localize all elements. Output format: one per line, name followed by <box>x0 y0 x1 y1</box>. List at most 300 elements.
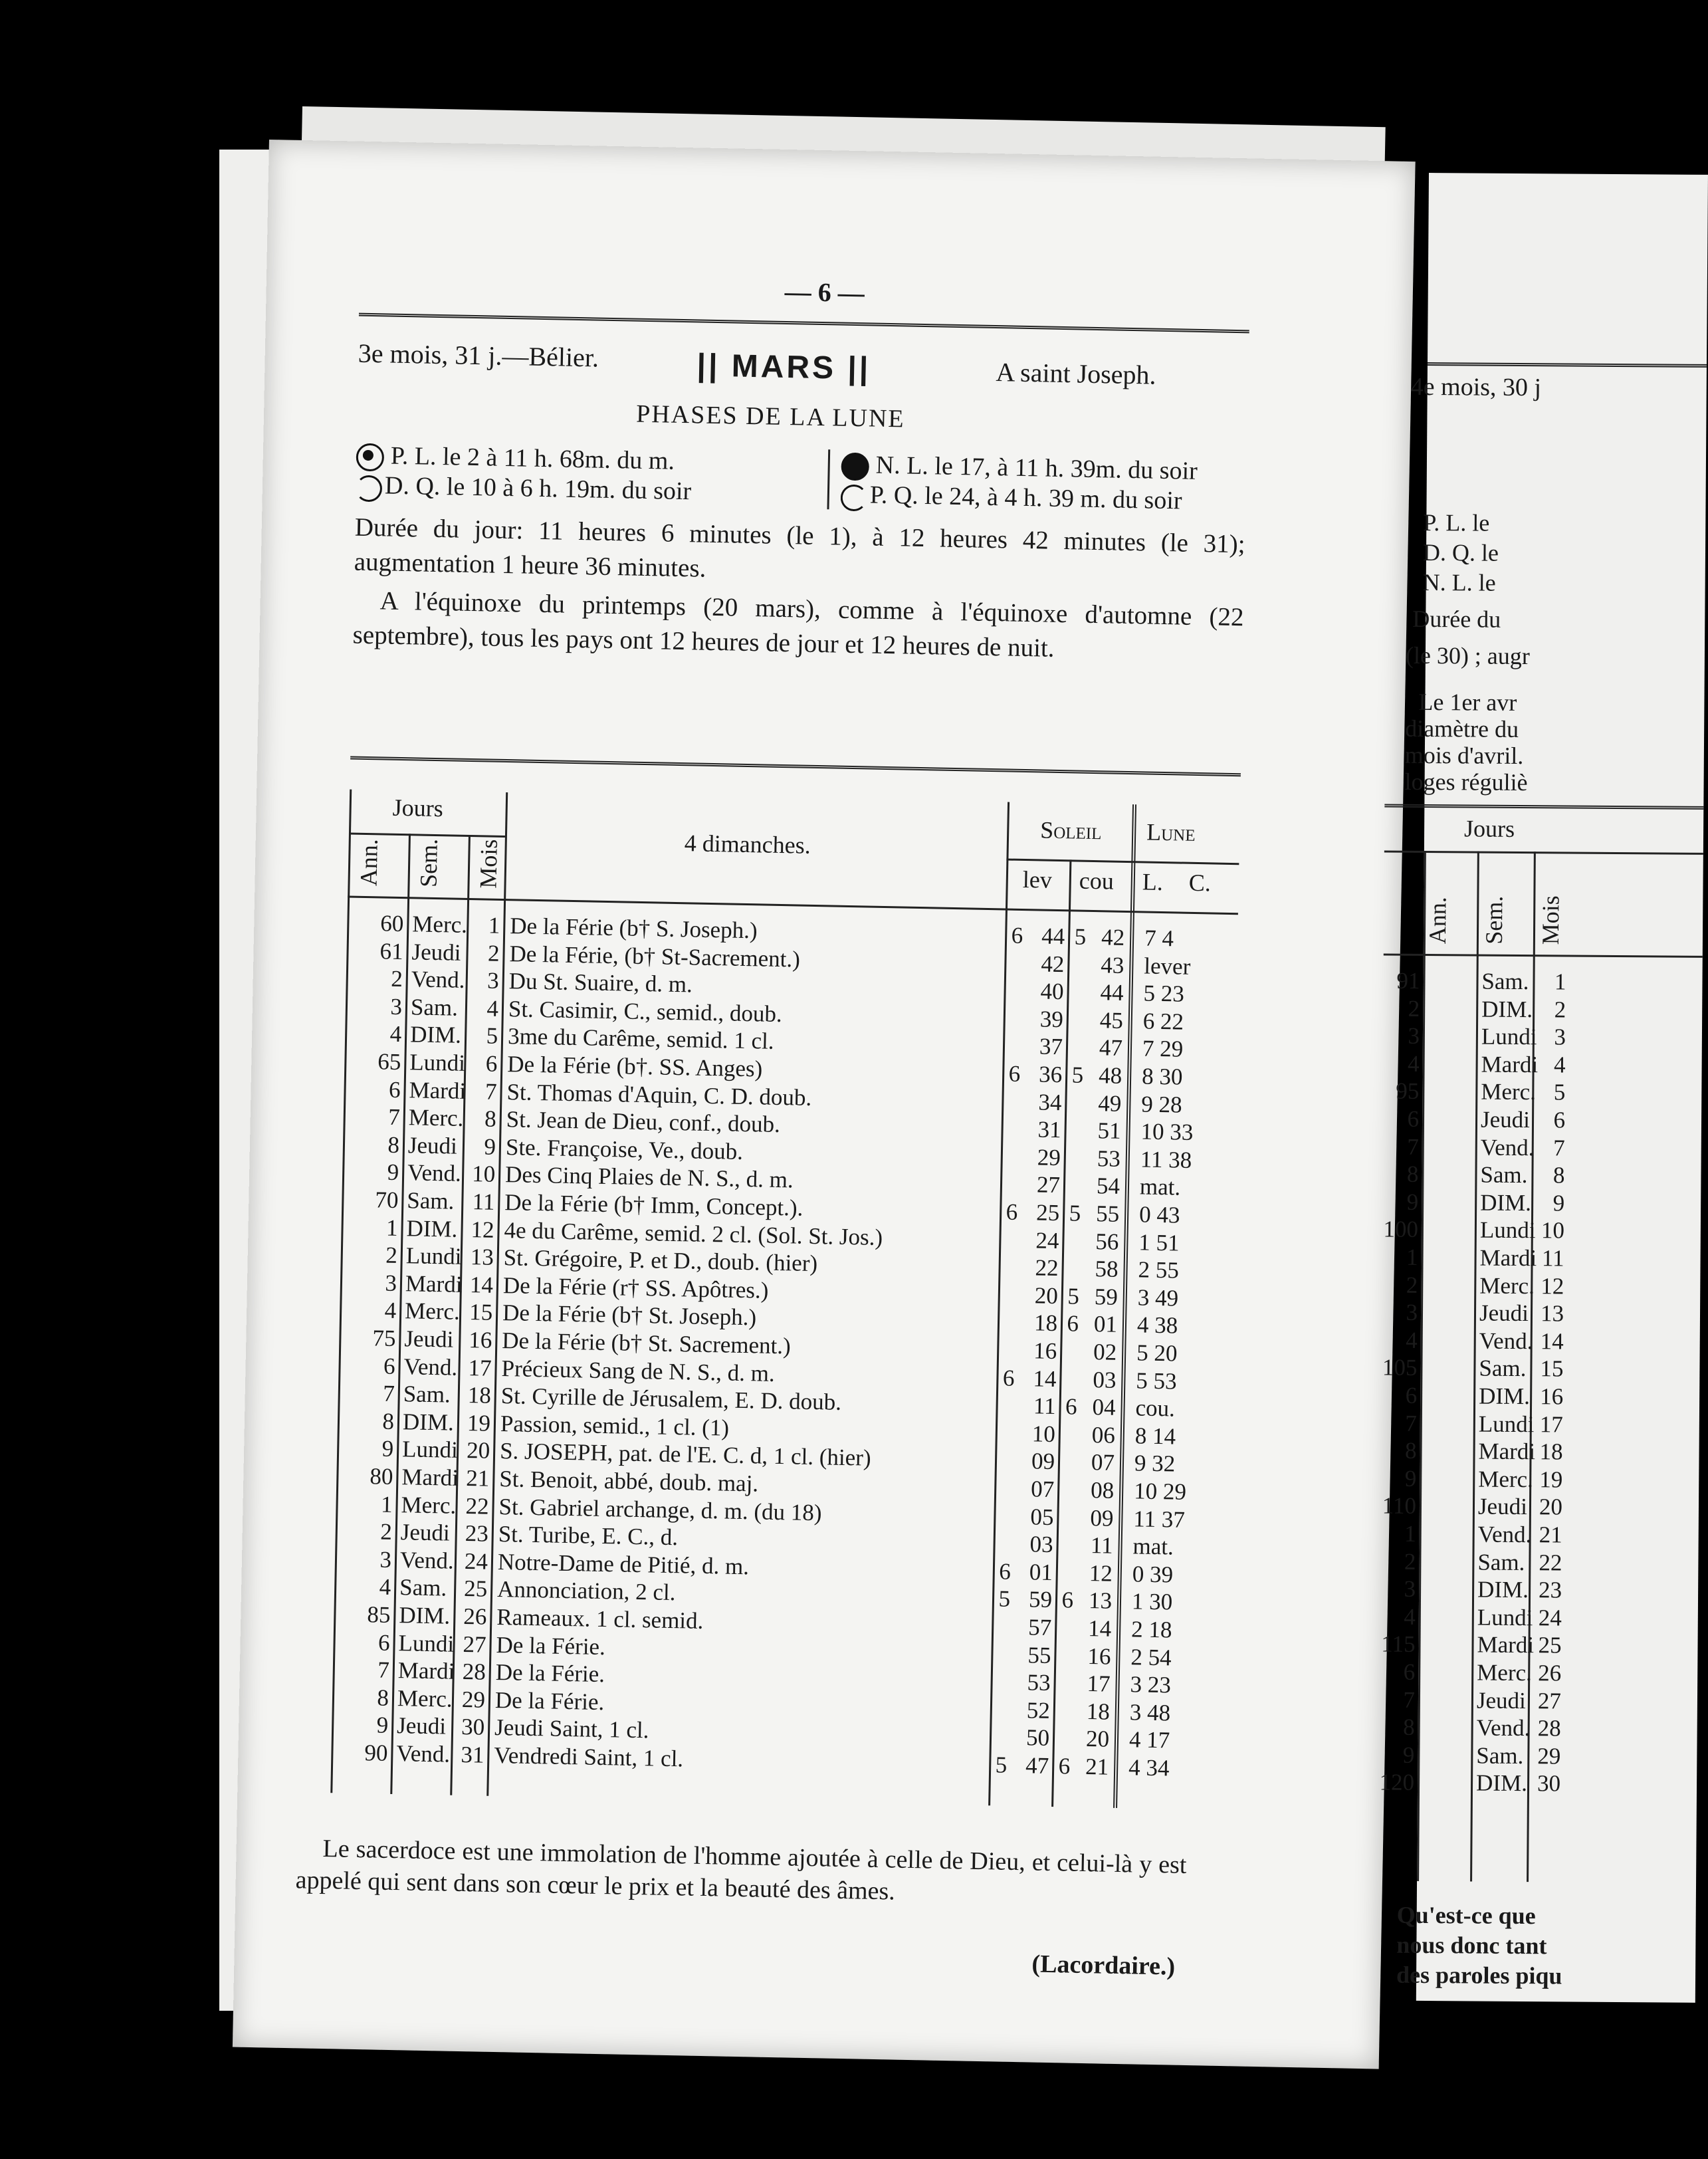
cell-lune: 5 53 <box>1136 1367 1178 1395</box>
right-q3: des paroles piqu <box>1396 1961 1562 1989</box>
header-sem: Sem. <box>415 838 443 888</box>
cell-mois: 10 <box>471 1161 496 1188</box>
right-table-row <box>1408 995 1702 1025</box>
cell-lev-m: 18 <box>1033 1309 1058 1337</box>
right-cell-mois: 8 <box>1552 1162 1565 1189</box>
cell-cou-m: 16 <box>1087 1643 1111 1670</box>
cell-lev-m: 03 <box>1029 1531 1054 1558</box>
right-cell-mois: 17 <box>1539 1411 1563 1438</box>
cell-fete: St. Benoit, abbé, doub. maj. <box>499 1466 759 1497</box>
cell-ann: 6 <box>383 1353 395 1379</box>
right-cell-mois: 26 <box>1538 1660 1562 1686</box>
first-quarter-line: P. Q. le 24, à 4 h. 39 m. du soir <box>840 480 1182 516</box>
cell-ann: 2 <box>390 965 403 992</box>
right-table-row <box>1402 1742 1697 1771</box>
right-cell-ann: 6 <box>1405 1382 1418 1409</box>
cell-fete: Jeudi Saint, 1 cl. <box>494 1714 649 1744</box>
right-cell-ann: 1 <box>1404 1520 1416 1547</box>
cell-mois: 30 <box>461 1714 485 1741</box>
cell-fete: De la Férie (b† St. Joseph.) <box>502 1300 757 1331</box>
cell-lune: 7 4 <box>1144 925 1174 952</box>
cell-lune: 10 29 <box>1133 1478 1187 1505</box>
cell-cou-m: 48 <box>1098 1062 1122 1089</box>
right-jours-rule <box>1384 851 1703 855</box>
header-mois: Mois <box>475 839 502 889</box>
cell-cou-m: 51 <box>1097 1117 1121 1145</box>
cell-ann: 7 <box>382 1380 395 1407</box>
header-cou: cou <box>1079 867 1115 895</box>
right-cell-ann: 100 <box>1383 1216 1419 1243</box>
cell-cou-m: 45 <box>1099 1007 1124 1034</box>
cell-mois: 27 <box>463 1631 486 1658</box>
cell-lev-h: 6 <box>998 1558 1012 1585</box>
right-le30: (le 30) ; augr <box>1405 641 1531 670</box>
cell-cou-m: 14 <box>1087 1615 1112 1642</box>
right-cell-ann: 6 <box>1407 1105 1420 1132</box>
cell-sem: DIM. <box>402 1409 455 1436</box>
cell-mois: 2 <box>487 940 500 966</box>
new-moon-icon <box>841 453 869 481</box>
right-cell-mois: 6 <box>1553 1107 1566 1133</box>
right-header-rule <box>1428 362 1707 368</box>
cell-fete: De la Férie, (b† St-Sacrement.) <box>509 940 801 972</box>
cell-fete: Des Cinq Plaies de N. S., d. m. <box>504 1161 794 1193</box>
last-quarter-icon <box>356 475 379 500</box>
right-p3: mois d'avril. <box>1404 741 1524 770</box>
calendar-page <box>233 140 1419 2069</box>
cell-mois: 13 <box>470 1244 494 1270</box>
cell-ann: 70 <box>375 1187 399 1214</box>
right-cell-sem: Vend. <box>1477 1521 1532 1548</box>
right-cell-sem: Jeudi <box>1476 1687 1526 1714</box>
right-table-row <box>1404 1603 1698 1633</box>
right-cell-mois: 3 <box>1554 1024 1566 1050</box>
cell-cou-m: 12 <box>1089 1559 1113 1587</box>
cell-fete: Passion, semid., 1 cl. (1) <box>500 1410 730 1441</box>
cell-cou-m: 18 <box>1086 1698 1111 1725</box>
right-cell-ann: 2 <box>1404 1548 1416 1575</box>
cell-lev-m: 44 <box>1041 923 1065 950</box>
cell-lune: 0 43 <box>1138 1201 1180 1228</box>
cell-sem: Mardi <box>401 1464 459 1491</box>
cell-sem: Vend. <box>399 1546 455 1574</box>
right-table-row <box>1406 1299 1700 1329</box>
right-cell-sem: Sam. <box>1480 1161 1528 1189</box>
right-cell-ann: 95 <box>1396 1078 1420 1105</box>
cell-sem: Vend. <box>396 1740 451 1767</box>
cell-ann: 6 <box>388 1076 401 1103</box>
cell-mois: 16 <box>469 1327 492 1353</box>
header-ann: Ann. <box>355 838 383 887</box>
right-cell-ann: 1 <box>1406 1244 1418 1270</box>
cell-cou-m: 17 <box>1087 1670 1111 1697</box>
right-table-row <box>1408 1050 1701 1080</box>
right-cell-ann: 2 <box>1408 995 1420 1022</box>
cell-lune: 0 39 <box>1132 1561 1174 1588</box>
right-p1: Le 1er avr <box>1418 688 1517 716</box>
right-cell-ann: 91 <box>1396 967 1420 994</box>
cell-ann: 4 <box>379 1573 391 1601</box>
right-cell-ann: 9 <box>1404 1465 1417 1492</box>
right-cell-sem: Mardi <box>1478 1438 1536 1465</box>
right-dq: D. Q. le <box>1422 538 1499 566</box>
right-cell-mois: 5 <box>1553 1079 1566 1105</box>
right-cell-sem: Sam. <box>1477 1549 1525 1575</box>
cell-lune: 6 22 <box>1142 1008 1184 1035</box>
right-cell-mois: 15 <box>1540 1355 1564 1382</box>
right-jours: Jours <box>1463 815 1515 842</box>
right-cell-sem: Vend. <box>1479 1327 1533 1354</box>
right-cell-ann: 9 <box>1406 1189 1419 1215</box>
cell-lev-m: 20 <box>1034 1282 1059 1309</box>
cell-mois: 20 <box>466 1437 490 1464</box>
cell-fete: De la Férie (b† S. Joseph.) <box>509 913 758 944</box>
cell-lev-m: 59 <box>1028 1586 1053 1613</box>
day-length-text: Durée du jour: 11 heures 6 minutes (le 1), à 12 heures 42 minutes (le 31); augmentation 1 heure 36 minutes. <box>354 512 1245 583</box>
right-mois: Mois <box>1537 895 1564 945</box>
header-l: L. <box>1142 868 1164 896</box>
header-lune: Lune <box>1146 818 1196 846</box>
cell-cou-m: 43 <box>1101 951 1124 978</box>
cell-ann: 9 <box>376 1712 389 1739</box>
header-lev: lev <box>1022 865 1053 893</box>
cell-sem: Sam. <box>407 1187 455 1214</box>
cell-sem: Merc. <box>404 1298 461 1325</box>
right-q2: nous donc tant <box>1396 1931 1547 1960</box>
cell-sem: Vend. <box>407 1159 462 1187</box>
cell-cou-m: 44 <box>1100 979 1124 1006</box>
right-table-row <box>1406 1161 1701 1191</box>
right-cell-mois: 28 <box>1537 1715 1561 1742</box>
cell-sem: Merc. <box>401 1491 457 1519</box>
jours-rule <box>349 832 505 838</box>
cell-lev-h: 6 <box>1008 1060 1021 1087</box>
first-quarter-icon <box>841 485 864 509</box>
right-cell-sem: Lundi <box>1478 1411 1535 1437</box>
cell-lev-m: 27 <box>1036 1171 1061 1198</box>
right-table-row <box>1408 1022 1702 1052</box>
right-cell-mois: 9 <box>1552 1190 1565 1216</box>
cell-lev-m: 52 <box>1026 1697 1051 1724</box>
right-cell-sem: Merc. <box>1479 1272 1535 1299</box>
cell-ann: 61 <box>379 938 403 965</box>
cell-lev-m: 37 <box>1039 1033 1063 1060</box>
cell-sem: Vend. <box>411 966 465 994</box>
cell-lev-m: 31 <box>1037 1116 1061 1143</box>
right-cell-sem: Merc. <box>1477 1659 1532 1686</box>
right-cell-sem: Mardi <box>1477 1631 1535 1658</box>
right-cell-sem: Mardi <box>1481 1051 1539 1078</box>
cell-fete: De la Férie (r† SS. Apôtres.) <box>502 1272 769 1304</box>
month-info: 3e mois, 31 j.—Bélier. <box>358 338 599 373</box>
cell-sem: Lundi <box>401 1436 459 1464</box>
cell-mois: 5 <box>486 1022 498 1050</box>
cell-fete: De la Férie (b† St. Sacrement.) <box>502 1327 792 1359</box>
cell-lune: 2 18 <box>1130 1616 1172 1643</box>
cell-fete: 3me du Carême, semid. 1 cl. <box>507 1023 774 1055</box>
cell-lev-h: 6 <box>1006 1198 1018 1225</box>
right-cell-mois: 7 <box>1553 1134 1565 1161</box>
cell-lune: 5 23 <box>1143 980 1185 1007</box>
right-cell-mois: 27 <box>1537 1687 1562 1714</box>
cell-ann: 90 <box>364 1740 388 1766</box>
cell-fete: De la Férie. <box>495 1659 605 1688</box>
cell-ann: 3 <box>390 993 403 1020</box>
header-jours: Jours <box>392 794 444 822</box>
cell-cou-m: 54 <box>1096 1173 1121 1200</box>
cell-mois: 12 <box>471 1216 494 1243</box>
cell-lev-m: 25 <box>1035 1199 1060 1226</box>
cell-lune: 1 30 <box>1131 1588 1173 1615</box>
right-cell-sem: DIM. <box>1479 1383 1531 1410</box>
month-title: || MARS || <box>696 348 871 387</box>
right-p2: diamètre du <box>1405 715 1519 742</box>
cell-lune: 9 28 <box>1141 1091 1183 1118</box>
cell-lune: 4 38 <box>1136 1311 1178 1339</box>
cell-lune: 3 48 <box>1129 1699 1171 1726</box>
cell-fete: De la Férie (b†. SS. Anges) <box>506 1051 763 1082</box>
cell-cou-m: 42 <box>1101 924 1125 951</box>
cell-fete: St. Thomas d'Aquin, C. D. doub. <box>506 1078 812 1111</box>
cell-cou-h: 6 <box>1065 1393 1078 1420</box>
right-table-row <box>1383 1216 1701 1246</box>
right-cell-sem: DIM. <box>1481 996 1533 1022</box>
cell-lev-m: 24 <box>1035 1227 1059 1254</box>
cell-fete: St. Gabriel archange, d. m. (du 18) <box>498 1493 822 1526</box>
cell-mois: 17 <box>468 1354 492 1381</box>
right-table-row <box>1396 967 1702 997</box>
right-cell-ann: 8 <box>1403 1714 1415 1741</box>
cell-mois: 9 <box>484 1133 496 1160</box>
right-table-row <box>1407 1105 1701 1135</box>
cell-mois: 4 <box>486 995 499 1022</box>
right-cell-mois: 21 <box>1539 1522 1562 1548</box>
cell-mois: 3 <box>486 967 500 994</box>
right-cell-ann: 4 <box>1404 1603 1416 1630</box>
right-cell-ann: 120 <box>1379 1769 1415 1796</box>
cell-sem: Mardi <box>397 1657 455 1684</box>
right-cell-mois: 4 <box>1554 1052 1566 1078</box>
cell-fete: De la Férie. <box>494 1686 605 1715</box>
right-table-row <box>1406 1189 1701 1218</box>
cell-mois: 8 <box>484 1105 497 1133</box>
right-cell-sem: Jeudi <box>1479 1300 1529 1327</box>
right-table-row <box>1404 1575 1698 1605</box>
cell-lev-m: 22 <box>1035 1254 1059 1282</box>
cell-fete: St. Jean de Dieu, conf., doub. <box>506 1106 781 1138</box>
right-sem: Sem. <box>1480 895 1508 945</box>
cell-ann: 4 <box>389 1021 402 1048</box>
cell-fete: De la Férie. <box>496 1631 606 1660</box>
cell-cou-h: 5 <box>1067 1283 1080 1309</box>
right-table-row <box>1382 1354 1699 1384</box>
right-cell-ann: 4 <box>1408 1050 1420 1077</box>
right-cell-sem: Merc. <box>1481 1078 1537 1105</box>
cell-sem: DIM. <box>409 1021 462 1049</box>
cell-cou-m: 04 <box>1092 1394 1116 1420</box>
right-cell-ann: 110 <box>1382 1492 1417 1520</box>
right-cell-mois: 30 <box>1537 1770 1561 1797</box>
cell-sem: Mardi <box>409 1076 467 1104</box>
cell-mois: 28 <box>462 1658 486 1685</box>
cell-mois: 1 <box>488 912 500 939</box>
right-ann: Ann. <box>1424 896 1451 945</box>
right-cell-mois: 25 <box>1538 1632 1562 1658</box>
cell-cou-h: 5 <box>1069 1200 1081 1226</box>
cell-lune: 3 49 <box>1137 1284 1179 1311</box>
cell-fete: St. Turibe, E. C., d. <box>498 1521 679 1551</box>
cell-lev-m: 16 <box>1033 1337 1057 1365</box>
right-cell-sem: Vend. <box>1480 1134 1535 1161</box>
cell-lune: mat. <box>1132 1533 1174 1560</box>
right-cell-ann: 105 <box>1382 1354 1418 1381</box>
cell-cou-m: 01 <box>1093 1311 1118 1338</box>
right-cell-mois: 18 <box>1539 1438 1563 1465</box>
cell-ann: 8 <box>382 1408 395 1434</box>
cell-lune: 10 33 <box>1140 1118 1194 1146</box>
right-cell-sem: Jeudi <box>1477 1493 1528 1520</box>
cell-ann: 1 <box>385 1214 398 1241</box>
cell-cou-m: 20 <box>1085 1726 1110 1753</box>
cell-lune: 7 29 <box>1142 1035 1184 1063</box>
cell-lev-m: 55 <box>1027 1641 1051 1668</box>
cell-ann: 85 <box>367 1601 391 1628</box>
cell-cou-h: 6 <box>1061 1587 1074 1614</box>
cell-fete: Vendredi Saint, 1 cl. <box>494 1742 684 1772</box>
cell-lev-m: 14 <box>1033 1365 1057 1392</box>
right-cell-sem: Vend. <box>1476 1714 1531 1742</box>
cell-lune: lever <box>1144 953 1191 980</box>
cell-mois: 18 <box>467 1382 492 1409</box>
right-table-row <box>1405 1382 1699 1412</box>
cell-sem: Jeudi <box>400 1519 451 1546</box>
last-quarter-line: D. Q. le 10 à 6 h. 19m. du soir <box>356 471 692 507</box>
cell-cou-h: 6 <box>1058 1753 1071 1779</box>
cell-lev-h: 5 <box>995 1752 1008 1778</box>
cell-ann: 75 <box>372 1325 396 1351</box>
right-month-info: 4e mois, 30 j <box>1410 372 1542 402</box>
header-c: C. <box>1188 869 1212 897</box>
cell-cou-h: 5 <box>1074 923 1087 950</box>
new-moon-line: N. L. le 17, à 11 h. 39m. du soir <box>841 450 1198 488</box>
cell-mois: 26 <box>463 1603 487 1630</box>
right-table-row <box>1404 1465 1699 1495</box>
cell-sem: Jeudi <box>407 1132 458 1159</box>
cell-sem: Merc. <box>408 1104 464 1132</box>
cell-lev-h: 5 <box>998 1585 1011 1613</box>
full-moon-icon <box>356 443 384 472</box>
right-cell-ann: 7 <box>1407 1133 1419 1160</box>
cell-sem: Merc. <box>412 911 468 938</box>
right-cell-sem: Jeudi <box>1480 1106 1531 1133</box>
page-number: — 6 — <box>784 276 865 308</box>
right-cell-ann: 115 <box>1381 1631 1416 1658</box>
cell-lune: 9 32 <box>1134 1450 1176 1477</box>
cell-sem: Sam. <box>403 1381 451 1408</box>
right-cell-mois: 29 <box>1537 1742 1561 1769</box>
cell-lune: 11 38 <box>1140 1146 1192 1173</box>
cell-mois: 15 <box>469 1299 493 1326</box>
cell-lune: 1 51 <box>1138 1229 1180 1256</box>
right-cell-sem: Merc. <box>1478 1466 1534 1492</box>
cell-ann: 3 <box>379 1546 392 1573</box>
right-cell-sem: Sam. <box>1476 1742 1524 1769</box>
cell-fete: St. Casimir, C., semid., doub. <box>508 995 783 1027</box>
right-cell-ann: 6 <box>1403 1658 1416 1685</box>
cell-lune: 2 54 <box>1130 1643 1172 1671</box>
cell-mois: 14 <box>469 1271 494 1298</box>
right-table-row <box>1406 1244 1700 1274</box>
right-cell-sem: DIM. <box>1477 1576 1529 1603</box>
cell-lev-m: 07 <box>1030 1476 1055 1503</box>
cell-cou-m: 53 <box>1097 1145 1121 1172</box>
cell-mois: 6 <box>485 1050 498 1077</box>
header-soleil: Soleil <box>1039 816 1102 845</box>
right-cell-ann: 3 <box>1408 1022 1420 1050</box>
cell-cou-m: 59 <box>1094 1283 1119 1310</box>
right-cell-mois: 2 <box>1554 996 1566 1023</box>
right-cell-sem: Sam. <box>1479 1355 1527 1382</box>
right-cell-sem: DIM. <box>1475 1769 1528 1797</box>
cell-mois: 29 <box>461 1686 486 1713</box>
right-cell-mois: 22 <box>1539 1549 1562 1576</box>
cell-mois: 11 <box>472 1189 495 1215</box>
cell-cou-m: 08 <box>1090 1477 1115 1504</box>
right-cell-mois: 10 <box>1541 1217 1565 1244</box>
cell-fete: Rameaux. 1 cl. semid. <box>496 1603 704 1634</box>
cell-ann: 7 <box>377 1656 390 1684</box>
right-table-row <box>1379 1769 1697 1799</box>
cell-sem: Mardi <box>405 1270 463 1298</box>
right-cell-mois: 13 <box>1540 1300 1564 1327</box>
quote-text: Le sacerdoce est une immolation de l'homme ajoutée à celle de Dieu, et celui-là y est appelé qui sent dans son cœur le prix et la beauté des âmes. <box>295 1835 1187 1906</box>
cell-ann: 65 <box>377 1048 401 1076</box>
cell-sem: Lundi <box>409 1049 466 1076</box>
cell-lev-m: 57 <box>1027 1614 1052 1641</box>
quote-author: (Lacordaire.) <box>1031 1950 1176 1981</box>
cell-cou-m: 07 <box>1091 1449 1115 1476</box>
right-q1: Qu'est-ce que <box>1396 1901 1536 1930</box>
cell-sem: DIM. <box>399 1602 451 1629</box>
right-table-row <box>1404 1437 1699 1467</box>
cell-lev-h: 6 <box>1002 1365 1015 1391</box>
cell-ann: 80 <box>370 1463 393 1490</box>
right-cell-ann: 7 <box>1403 1686 1416 1713</box>
right-table-row <box>1382 1492 1699 1522</box>
cell-cou-m: 55 <box>1095 1200 1120 1227</box>
phases-separator <box>827 449 830 509</box>
cell-lune: 8 30 <box>1141 1063 1183 1090</box>
header-dimanches: 4 dimanches. <box>684 830 811 859</box>
cell-lev-m: 53 <box>1027 1669 1051 1696</box>
cell-ann: 2 <box>379 1518 393 1545</box>
right-nl: N. L. le <box>1422 568 1496 596</box>
right-cell-mois: 1 <box>1554 968 1566 995</box>
cell-sem: Jeudi <box>396 1712 447 1740</box>
right-cell-ann: 2 <box>1406 1272 1418 1298</box>
cell-cou-m: 21 <box>1085 1754 1109 1780</box>
cell-fete: St. Cyrille de Jérusalem, E. D. doub. <box>500 1383 842 1416</box>
right-cell-sem: Sam. <box>1481 968 1529 995</box>
cell-sem: Lundi <box>398 1629 455 1657</box>
cell-ann: 2 <box>385 1242 398 1269</box>
right-cell-sem: Lundi <box>1481 1023 1537 1050</box>
cell-lev-m: 50 <box>1025 1724 1050 1752</box>
right-cell-ann: 7 <box>1405 1410 1418 1436</box>
cell-lev-m: 10 <box>1031 1420 1056 1447</box>
cell-lev-m: 36 <box>1038 1061 1063 1088</box>
right-cell-mois: 24 <box>1538 1605 1562 1631</box>
